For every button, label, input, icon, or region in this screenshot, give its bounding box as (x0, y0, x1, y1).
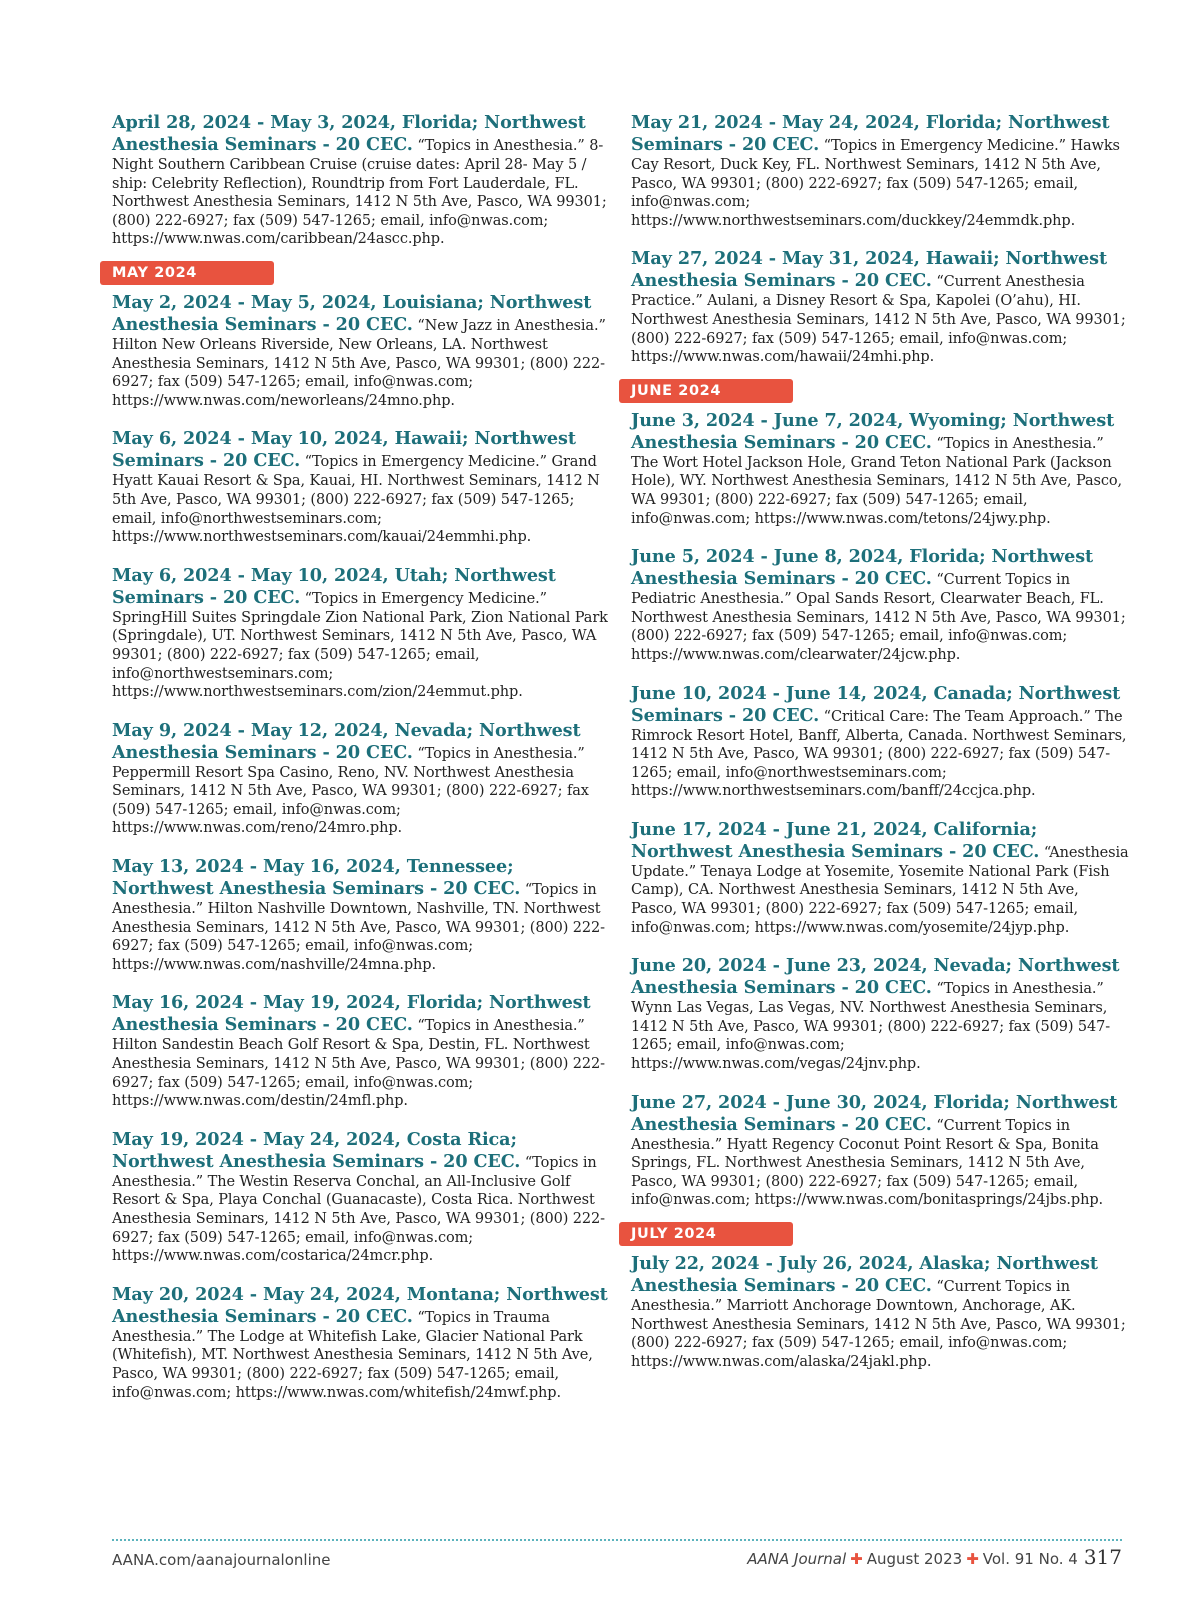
seminar-listing (112, 1129, 612, 1266)
listing-details: “Critical Care: The Team Approach.” The Rimrock Resort Hotel, Banff, Alberta, Canada. Northwest Seminars, 1412 N 5th Ave, Pasco, WA 99301; (800) 222-6927; fax (509) 547-1265; email, info@northwestseminars.com; https://www.northwestseminars.com/banff/24ccjca.php. (631, 708, 1127, 800)
listing-heading: May 9, 2024 - May 12, 2024, Nevada; Northwest Anesthesia Seminars - 20 CEC. (112, 719, 581, 763)
listing-heading: May 2, 2024 - May 5, 2024, Louisiana; Northwest Anesthesia Seminars - 20 CEC. (112, 291, 592, 335)
seminar-listing (631, 819, 1129, 937)
left-column (112, 112, 612, 1420)
seminar-listing (112, 565, 612, 702)
seminar-listing (112, 112, 612, 249)
seminar-listing (631, 248, 1129, 366)
listing-details: “Topics in Emergency Medicine.” Grand Hyatt Kauai Resort & Spa, Kauai, HI. Northwest Seminars, 1412 N 5th Ave, Pasco, WA 99301; (800) 222-6927; fax (509) 547-1265; email, info@northwestseminars.com; https://www.northwestseminars.com/kauai/24emmhi.php. (112, 454, 600, 546)
seminar-listing (112, 1284, 612, 1402)
seminar-listing (631, 955, 1129, 1073)
listing-details: “Topics in Anesthesia.” Peppermill Resort Spa Casino, Reno, NV. Northwest Anesthesia Seminars, 1412 N 5th Ave, Pasco, WA 99301; (800) 222-6927; fax (509) 547-1265; email, info@nwas.com; https://www.nwas.com/reno/24mro.php. (112, 745, 589, 837)
listing-heading: July 22, 2024 - July 26, 2024, Alaska; Northwest Anesthesia Seminars - 20 CEC. (631, 1253, 1098, 1296)
listing-heading: May 19, 2024 - May 24, 2024, Costa Rica; Northwest Anesthesia Seminars - 20 CEC. (112, 1128, 521, 1172)
issue-date: August 2023 (866, 1550, 963, 1568)
listing-heading: June 27, 2024 - June 30, 2024, Florida; Northwest Anesthesia Seminars - 20 CEC. (631, 1091, 1118, 1135)
footer-website-link[interactable]: AANA.com/aanajournalonline (112, 1551, 331, 1569)
listing-heading: June 5, 2024 - June 8, 2024, Florida; Northwest Anesthesia Seminars - 20 CEC. (631, 546, 1094, 590)
listing-details: “Current Topics in Anesthesia.” Marriott Anchorage Downtown, Anchorage, AK. Northwest Anesthesia Seminars, 1412 N 5th Ave, Pasco, WA 99301; (800) 222-6927; fax (509) 547-1265; email, info@nwas.com; https://www.nwas.com/alaska/24jakl.php. (631, 1279, 1126, 1370)
listing-heading: May 16, 2024 - May 19, 2024, Florida; Northwest Anesthesia Seminars - 20 CEC. (112, 992, 591, 1036)
seminar-listing (631, 1092, 1129, 1210)
listing-heading: May 27, 2024 - May 31, 2024, Hawaii; Northwest Anesthesia Seminars - 20 CEC. (631, 248, 1107, 292)
listing-details: “Topics in Anesthesia.” Hilton Nashville Downtown, Nashville, TN. Northwest Anesthesia Seminars, 1412 N 5th Ave, Pasco, WA 99301; (800) 222-6927; fax (509) 547-1265; email, info@nwas.com; https://www.nwas.com/nashville/24mna.php. (112, 882, 605, 973)
month-banner: JUNE 2024 (619, 379, 793, 403)
volume-issue: Vol. 91 No. 4 (982, 1550, 1078, 1568)
listing-heading: May 20, 2024 - May 24, 2024, Montana; Northwest Anesthesia Seminars - 20 CEC. (112, 1283, 608, 1327)
listing-heading: May 13, 2024 - May 16, 2024, Tennessee; Northwest Anesthesia Seminars - 20 CEC. (112, 856, 521, 900)
seminar-listing (631, 112, 1129, 230)
footer-divider (112, 1539, 1122, 1541)
listing-details: “New Jazz in Anesthesia.” Hilton New Orleans Riverside, New Orleans, LA. Northwest Anesthesia Seminars, 1412 N 5th Ave, Pasco, WA 99301; (800) 222-6927; fax (509) 547-1265; email, info@nwas.com; https://www.nwas.com/neworleans/24mno.php. (112, 317, 606, 409)
listing-heading: June 10, 2024 - June 14, 2024, Canada; Northwest Seminars - 20 CEC. (631, 682, 1121, 726)
listing-heading: June 3, 2024 - June 7, 2024, Wyoming; Northwest Anesthesia Seminars - 20 CEC. (631, 409, 1115, 453)
listing-heading: May 6, 2024 - May 10, 2024, Utah; Northwest Seminars - 20 CEC. (112, 564, 556, 608)
seminar-listing (112, 856, 612, 974)
plus-icon: ✚ (850, 1550, 863, 1568)
seminar-listing (112, 992, 612, 1110)
listing-details: “Topics in Anesthesia.” Hilton Sandestin Beach Golf Resort & Spa, Destin, FL. Northwest Anesthesia Seminars, 1412 N 5th Ave, Pasco, WA 99301; (800) 222-6927; fax (509) 547-1265; email, info@nwas.com; https://www.nwas.com/destin/24mfl.php. (112, 1018, 605, 1110)
listing-heading: May 6, 2024 - May 10, 2024, Hawaii; Northwest Seminars - 20 CEC. (112, 428, 576, 472)
page-number: 317 (1083, 1545, 1122, 1569)
listing-details: “Topics in Emergency Medicine.” Hawks Cay Resort, Duck Key, FL. Northwest Seminars, 1412 N 5th Ave, Pasco, WA 99301; (800) 222-6927; fax (509) 547-1265; email, info@nwas.com; https://www.northwestseminars.com/duckkey/24emmdk.php. (631, 138, 1120, 229)
listing-details: “Anesthesia Update.” Tenaya Lodge at Yosemite, Yosemite National Park (Fish Camp), CA. Northwest Anesthesia Seminars, 1412 N 5th Ave, Pasco, WA 99301; (800) 222-6927; fax (509) 547-1265; email, info@nwas.com; https://www.nwas.com/yosemite/24jyp.php. (631, 844, 1129, 936)
seminar-listing (631, 546, 1129, 664)
seminar-listing (631, 683, 1129, 801)
listing-heading: June 17, 2024 - June 21, 2024, California; Northwest Anesthesia Seminars - 20 CEC. (631, 818, 1040, 862)
listing-details: “Topics in Anesthesia.” The Westin Reserva Conchal, an All-Inclusive Golf Resort & Spa, Playa Conchal (Guanacaste), Costa Rica. Northwest Anesthesia Seminars, 1412 N 5th Ave, Pasco, WA 99301; (800) 222-6927; fax (509) 547-1265; email, info@nwas.com; https://www.nwas.com/costarica/24mcr.php. (112, 1154, 605, 1265)
month-banner: JULY 2024 (619, 1222, 793, 1246)
listing-details: “Topics in Emergency Medicine.” SpringHill Suites Springdale Zion National Park, Zion National Park (Springdale), UT. Northwest Seminars, 1412 N 5th Ave, Pasco, WA 99301; (800) 222-6927; fax (509) 547-1265; email, info@northwestseminars.com; https://www.northwestseminars.com/zion/24emmut.php. (112, 590, 608, 701)
footer-citation (747, 1545, 1122, 1569)
right-column (631, 112, 1129, 1389)
month-banner: MAY 2024 (100, 261, 274, 285)
listing-details: “Current Topics in Pediatric Anesthesia.” Opal Sands Resort, Clearwater Beach, FL. Northwest Anesthesia Seminars, 1412 N 5th Ave, Pasco, WA 99301; (800) 222-6927; fax (509) 547-1265; email, info@nwas.com; https://www.nwas.com/clearwater/24jcw.php. (631, 572, 1126, 663)
seminar-listing (631, 1253, 1129, 1371)
seminar-listing (112, 292, 612, 410)
listing-details: “Topics in Anesthesia.” The Wort Hotel Jackson Hole, Grand Teton National Park (Jackson Hole), WY. Northwest Anesthesia Seminars, 1412 N 5th Ave, Pasco, WA 99301; (800) 222-6927; fax (509) 547-1265; email, info@nwas.com; https://www.nwas.com/tetons/24jwy.php. (631, 435, 1122, 527)
listing-details: “Current Topics in Anesthesia.” Hyatt Regency Coconut Point Resort & Spa, Bonita Springs, FL. Northwest Anesthesia Seminars, 1412 N 5th Ave, Pasco, WA 99301; (800) 222-6927; fax (509) 547-1265; email, info@nwas.com; https://www.nwas.com/bonitasprings/24jbs.php. (631, 1117, 1104, 1209)
listing-heading: April 28, 2024 - May 3, 2024, Florida; Northwest Anesthesia Seminars - 20 CEC. (112, 112, 586, 155)
seminar-listing (112, 428, 612, 546)
seminar-listing (112, 720, 612, 838)
plus-icon: ✚ (966, 1550, 979, 1568)
listing-heading: June 20, 2024 - June 23, 2024, Nevada; Northwest Anesthesia Seminars - 20 CEC. (631, 955, 1120, 999)
listing-details: “Topics in Trauma Anesthesia.” The Lodge at Whitefish Lake, Glacier National Park (Whitefish), MT. Northwest Anesthesia Seminars, 1412 N 5th Ave, Pasco, WA 99301; (800) 222-6927; fax (509) 547-1265; email, info@nwas.com; https://www.nwas.com/whitefish/24mwf.php. (112, 1309, 593, 1401)
listing-heading: May 21, 2024 - May 24, 2024, Florida; Northwest Seminars - 20 CEC. (631, 112, 1110, 155)
listing-details: “Topics in Anesthesia.” 8-Night Southern Caribbean Cruise (cruise dates: April 28- May 5 / ship: Celebrity Reflection), Roundtrip from Fort Lauderdale, FL. Northwest Anesthesia Seminars, 1412 N 5th Ave, Pasco, WA 99301; (800) 222-6927; fax (509) 547-1265; email, info@nwas.com; https://www.nwas.com/caribbean/24ascc.php. (112, 138, 607, 248)
listing-details: “Current Anesthesia Practice.” Aulani, a Disney Resort & Spa, Kapolei (O’ahu), HI. Northwest Anesthesia Seminars, 1412 N 5th Ave, Pasco, WA 99301; (800) 222-6927; fax (509) 547-1265; email, info@nwas.com; https://www.nwas.com/hawaii/24mhi.php. (631, 274, 1126, 366)
seminar-listing (631, 410, 1129, 528)
journal-name: AANA Journal (747, 1550, 847, 1568)
listing-details: “Topics in Anesthesia.” Wynn Las Vegas, Las Vegas, NV. Northwest Anesthesia Seminars, 1412 N 5th Ave, Pasco, WA 99301; (800) 222-6927; fax (509) 547-1265; email, info@nwas.com; https://www.nwas.com/vegas/24jnv.php. (631, 981, 1111, 1073)
